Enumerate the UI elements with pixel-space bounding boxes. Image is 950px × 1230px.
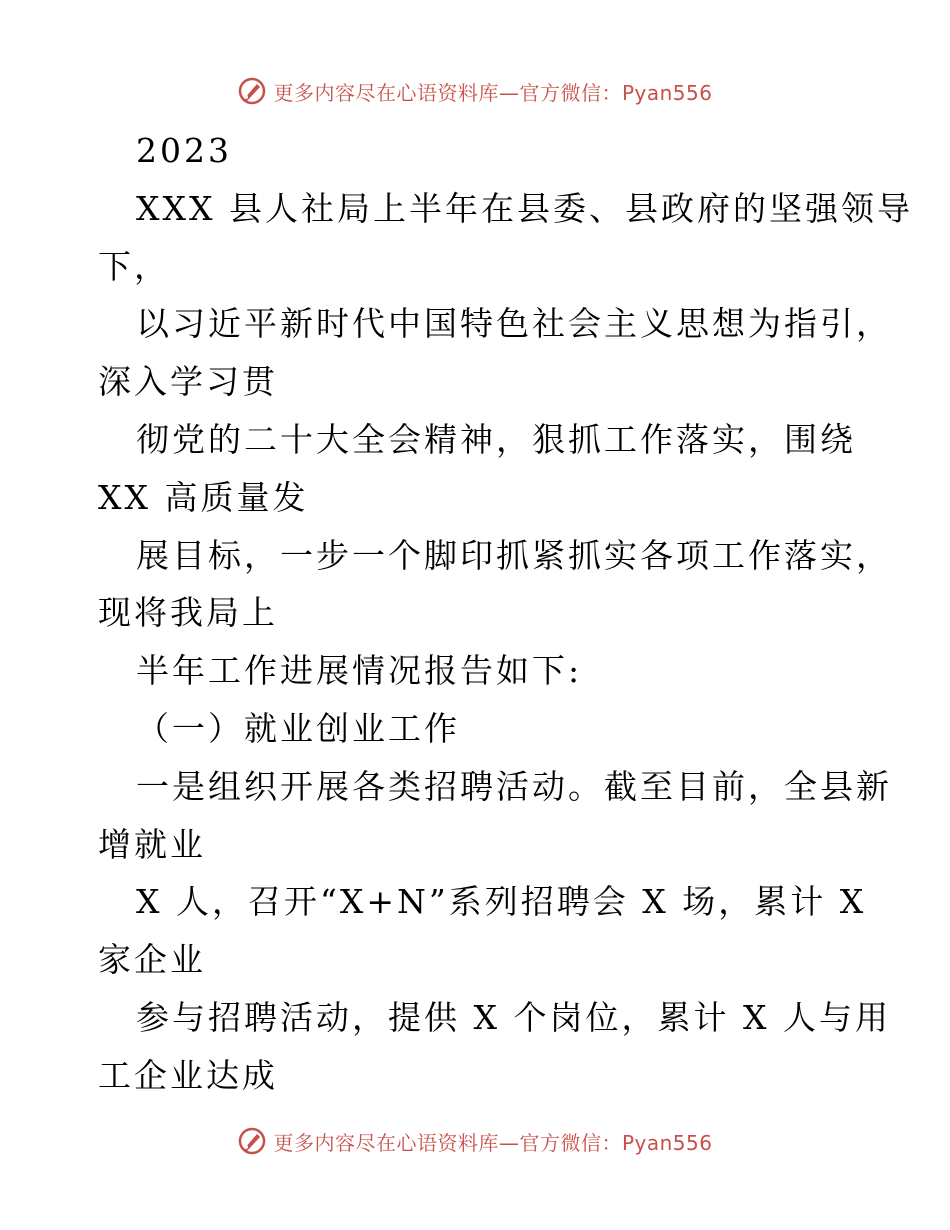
body-line: 家企业	[98, 940, 206, 980]
body-line: 现将我局上	[98, 593, 278, 633]
body-line: 一是组织开展各类招聘活动。截至目前，全县新	[136, 766, 892, 806]
body-line: 彻党的二十大全会精神，狠抓工作落实，围绕	[136, 419, 856, 459]
body-line: 展目标，一步一个脚印抓紧抓实各项工作落实，	[136, 535, 892, 575]
header-watermark-text: 更多内容尽在心语资料库—官方微信：Pyan556	[273, 80, 713, 105]
footer-watermark	[0, 1121, 950, 1161]
body-line: 半年工作进展情况报告如下:	[136, 651, 583, 691]
body-line: 以习近平新时代中国特色社会主义思想为指引，	[136, 304, 892, 344]
body-line: XX 高质量发	[98, 477, 309, 517]
pen-logo-icon	[237, 1126, 267, 1156]
body-line: 深入学习贯	[98, 362, 278, 402]
header-watermark	[0, 71, 950, 111]
body-line: 下，	[98, 246, 170, 286]
body-line: （一）就业创业工作	[136, 708, 460, 748]
body-line: 工企业达成	[98, 1055, 278, 1095]
body-line: 增就业	[98, 824, 206, 864]
body-line: X 人，召开“X+N”系列招聘会 X 场，累计 X	[136, 882, 867, 922]
pen-logo-icon	[237, 76, 267, 106]
document-body	[98, 122, 913, 1105]
footer-watermark-text: 更多内容尽在心语资料库—官方微信：Pyan556	[273, 1130, 713, 1155]
body-line: 参与招聘活动，提供 X 个岗位，累计 X 人与用	[136, 997, 891, 1037]
body-line: 2023	[136, 131, 232, 170]
body-line: XXX 县人社局上半年在县委、县政府的坚强领导	[136, 188, 913, 228]
